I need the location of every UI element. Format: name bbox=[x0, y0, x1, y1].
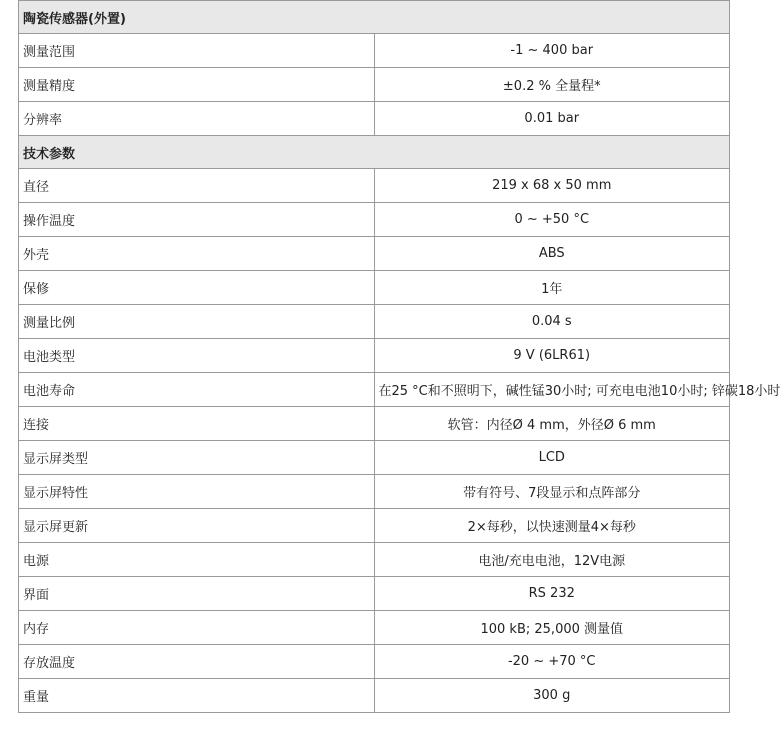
spec-value: 在25 °C和不照明下，碱性锰30小时; 可充电电池10小时; 锌碳18小时 bbox=[374, 373, 730, 407]
spec-row bbox=[19, 577, 730, 611]
spec-value: 0.01 bar bbox=[374, 102, 730, 136]
spec-row bbox=[19, 611, 730, 645]
spec-value: ABS bbox=[374, 237, 730, 271]
spec-value: 219 x 68 x 50 mm bbox=[374, 169, 730, 203]
spec-label: 测量精度 bbox=[19, 68, 375, 102]
spec-label: 内存 bbox=[19, 611, 375, 645]
spec-label: 界面 bbox=[19, 577, 375, 611]
spec-value: 300 g bbox=[374, 679, 730, 713]
spec-label: 测量比例 bbox=[19, 305, 375, 339]
spec-label: 连接 bbox=[19, 407, 375, 441]
spec-label: 电源 bbox=[19, 543, 375, 577]
spec-label: 显示屏更新 bbox=[19, 509, 375, 543]
spec-label: 重量 bbox=[19, 679, 375, 713]
spec-value: 带有符号、7段显示和点阵部分 bbox=[374, 475, 730, 509]
spec-label: 测量范围 bbox=[19, 34, 375, 68]
spec-value: 0.04 s bbox=[374, 305, 730, 339]
section-title: 陶瓷传感器(外置) bbox=[19, 1, 730, 34]
spec-label: 直径 bbox=[19, 169, 375, 203]
spec-value: RS 232 bbox=[374, 577, 730, 611]
spec-row bbox=[19, 475, 730, 509]
spec-row bbox=[19, 305, 730, 339]
spec-row bbox=[19, 679, 730, 713]
spec-row bbox=[19, 102, 730, 136]
spec-label: 显示屏特性 bbox=[19, 475, 375, 509]
spec-row bbox=[19, 509, 730, 543]
spec-label: 电池类型 bbox=[19, 339, 375, 373]
spec-label: 存放温度 bbox=[19, 645, 375, 679]
spec-value: 1年 bbox=[374, 271, 730, 305]
section-header-tech bbox=[19, 136, 730, 169]
spec-value: 100 kB; 25,000 测量值 bbox=[374, 611, 730, 645]
spec-value: -20 ~ +70 °C bbox=[374, 645, 730, 679]
spec-row bbox=[19, 373, 730, 407]
spec-label: 显示屏类型 bbox=[19, 441, 375, 475]
spec-row bbox=[19, 645, 730, 679]
spec-label: 电池寿命 bbox=[19, 373, 375, 407]
spec-label: 分辨率 bbox=[19, 102, 375, 136]
spec-value: -1 ~ 400 bar bbox=[374, 34, 730, 68]
spec-value: 9 V (6LR61) bbox=[374, 339, 730, 373]
spec-row bbox=[19, 169, 730, 203]
spec-row bbox=[19, 407, 730, 441]
spec-row bbox=[19, 203, 730, 237]
spec-row bbox=[19, 34, 730, 68]
spec-value: LCD bbox=[374, 441, 730, 475]
spec-value: 软管：内径Ø 4 mm，外径Ø 6 mm bbox=[374, 407, 730, 441]
spec-label: 外壳 bbox=[19, 237, 375, 271]
spec-value: 0 ~ +50 °C bbox=[374, 203, 730, 237]
spec-row bbox=[19, 441, 730, 475]
spec-row bbox=[19, 543, 730, 577]
spec-row bbox=[19, 68, 730, 102]
spec-value: ±0.2 % 全量程* bbox=[374, 68, 730, 102]
spec-value: 电池/充电电池，12V电源 bbox=[374, 543, 730, 577]
spec-table bbox=[18, 0, 780, 713]
spec-label: 保修 bbox=[19, 271, 375, 305]
spec-label: 操作温度 bbox=[19, 203, 375, 237]
spec-value: 2×每秒，以快速测量4×每秒 bbox=[374, 509, 730, 543]
spec-row bbox=[19, 271, 730, 305]
section-title: 技术参数 bbox=[19, 136, 730, 169]
spec-row bbox=[19, 339, 730, 373]
spec-row bbox=[19, 237, 730, 271]
section-header-sensor bbox=[19, 1, 730, 34]
